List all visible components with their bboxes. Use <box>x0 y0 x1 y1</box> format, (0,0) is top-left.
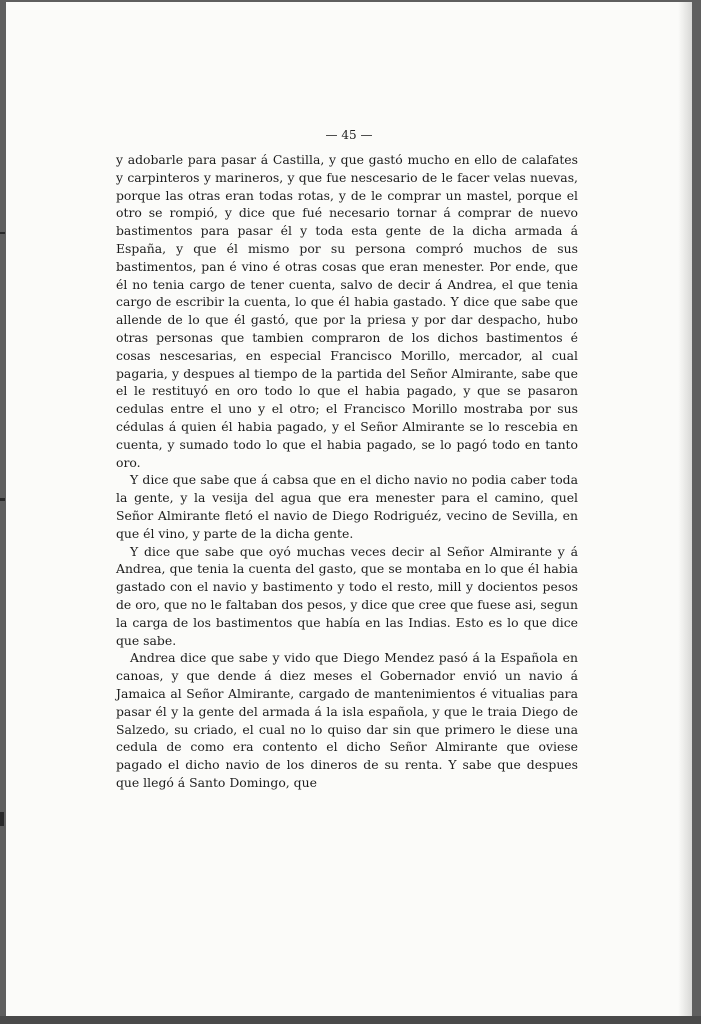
paragraph: Y dice que sabe que á cabsa que en el dicho navio no podia caber toda la gente, y la vesija del agua que era menester para el camino, quel Señor Almirante fletó el navio de Diego Rodriguéz, vecino de Sevilla, en que él vino, y parte de la dicha gente. <box>116 472 578 541</box>
page-sheet <box>6 2 692 1016</box>
body-text <box>116 151 578 792</box>
binding-mark <box>0 498 5 501</box>
scan-border <box>0 1016 701 1024</box>
binding-mark <box>0 232 5 234</box>
paragraph: y adobarle para pasar á Castilla, y que gastó mucho en ello de calafates y carpinteros y marineros, y que fue nescesario de le facer velas nuevas, porque las otras eran todas rotas, y de le comprar un mastel, porque el otro se rompió, y dice que fué necesario tornar á comprar de nuevo bastimentos para pasar él y toda esta gente de la dicha armada á España, y que él mismo por su persona compró muchos de sus bastimentos, pan é vino é otras cosas que eran menester. Por ende, que él no tenia cargo de tener cuenta, salvo de decir á Andrea, el que tenia cargo de escribir la cuenta, lo que él habia gastado. Y dice que sabe que allende de lo que él gastó, que por la priesa y por dar despacho, hubo otras personas que tambien compraron de los dichos bastimentos é cosas nescesarias, en especial Francisco Morillo, mercador, al cual pagaria, y despues al tiempo de la partida del Señor Almirante, sabe que el le restituyó en oro todo lo que el habia pagado, y que se pasaron cedulas entre el uno y el otro; el Francisco Morillo mostraba por sus cédulas á quien él habia pagado, y el Señor Almirante se lo rescebia en cuenta, y sumado todo lo que el habia pagado, se lo pagó todo en tanto oro. <box>116 152 578 470</box>
page-edge-shadow <box>678 2 692 1016</box>
paragraph: Y dice que sabe que oyó muchas veces decir al Señor Almirante y á Andrea, que tenia la cuenta del gasto, que se montaba en lo que él habia gastado con el navio y bastimento y todo el resto, mill y docientos pesos de oro, que no le faltaban dos pesos, y dice que cree que fuese asi, segun la carga de los bastimentos que había en las Indias. Esto es lo que dice que sabe. <box>116 543 578 648</box>
paragraph: Andrea dice que sabe y vido que Diego Mendez pasó á la Española en canoas, y que dende á diez meses el Gobernador envió un navio á Jamaica al Señor Almirante, cargado de mantenimientos é vitualias para pasar él y la gente del armada á la isla española, y que le traia Diego de Salzedo, su criado, el cual no lo quiso dar sin que primero le diese una cedula de como era contento el dicho Señor Almirante que oviese pagado el dicho navio de los dineros de su renta. Y sabe que despues que llegó á Santo Domingo, que <box>116 650 578 790</box>
binding-mark <box>0 812 4 826</box>
page-number: — 45 — <box>325 128 373 142</box>
